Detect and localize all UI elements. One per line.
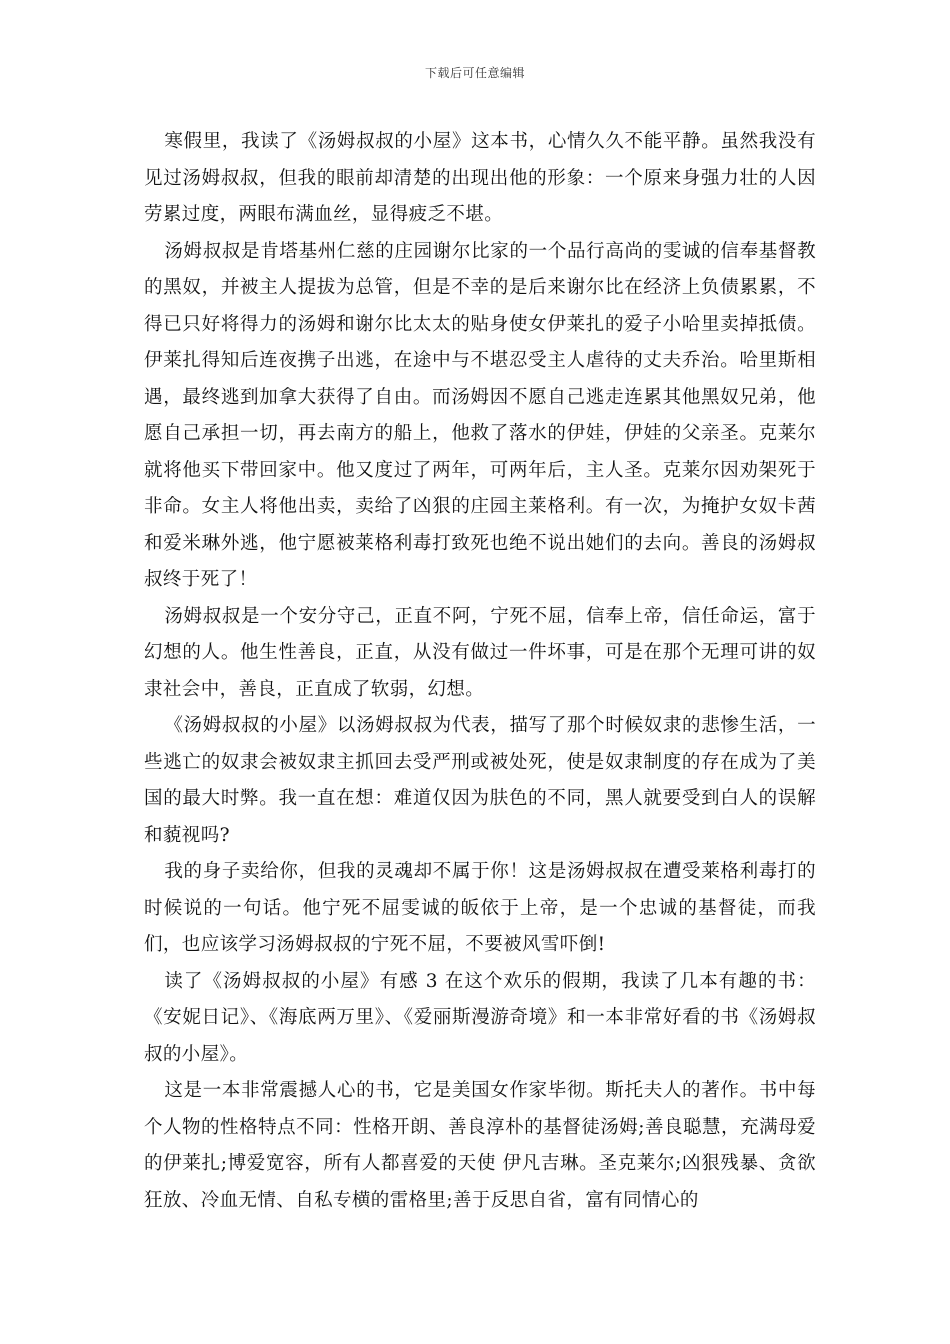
document-body [144,124,816,1219]
page-header: 下载后可任意编辑 [424,66,525,80]
paragraph-3: 汤姆叔叔是一个安分守己，正直不阿，宁死不屈，信奉上帝，信任命运，富于幻想的人。他生性善良，正直，从没有做过一件坏事，可是在那个无理可讲的奴隶社会中，善良，正直成了软弱，幻想。 [144,605,816,700]
paragraph-7: 这是一本非常震撼人心的书，它是美国女作家毕彻。斯托夫人的著作。书中每个人物的性格特点不同：性格开朗、善良淳朴的基督徒汤姆;善良聪慧，充满母爱的伊莱扎;博爱宽容，所有人都喜爱的天使 伊凡吉琳。圣克莱尔;凶狠残暴、贪欲狂放、冷血无情、自私专横的雷格里;善于反思自省，富有同情心的 [144,1080,816,1211]
paragraph-4: 《汤姆叔叔的小屋》以汤姆叔叔为代表，描写了那个时候奴隶的悲惨生活，一些逃亡的奴隶会被奴隶主抓回去受严刑或被处死，使是奴隶制度的存在成为了美国的最大时弊。我一直在想：难道仅因为肤色的不同，黑人就要受到白人的误解和藐视吗? [144,715,816,846]
paragraph-6: 读了《汤姆叔叔的小屋》有感 3 在这个欢乐的假期，我读了几本有趣的书：《安妮日记》、《海底两万里》、《爱丽斯漫游奇境》和一本非常好看的书《汤姆叔叔的小屋》。 [144,970,816,1065]
paragraph-1: 寒假里，我读了《汤姆叔叔的小屋》这本书，心情久久不能平静。虽然我没有见过汤姆叔叔，但我的眼前却清楚的出现出他的形象：一个原来身强力壮的人因劳累过度，两眼布满血丝，显得疲乏不堪。 [144,131,816,225]
paragraph-2: 汤姆叔叔是肯塔基州仁慈的庄园谢尔比家的一个品行高尚的雯诚的信奉基督教的黑奴，并被主人提拔为总管，但是不幸的是后来谢尔比在经济上负债累累，不得已只好将得力的汤姆和谢尔比太太的贴身使女伊莱扎的爱子小哈里卖掉抵债。伊莱扎得知后连夜携子出逃，在途中与不堪忍受主人虐待的丈夫乔治。哈里斯相遇，最终逃到加拿大获得了自由。而汤姆因不愿自己逃走连累其他黑奴兄弟，他愿自己承担一切，再去南方的船上，他救了落水的伊娃，伊娃的父亲圣。克莱尔就将他买下带回家中。他又度过了两年，可两年后，主人圣。克莱尔因劝架死于非命。女主人将他出卖，卖给了凶狠的庄园主莱格利。有一次，为掩护女奴卡茜和爱米琳外逃，他宁愿被莱格利毒打致死也绝不说出她们的去向。善良的汤姆叔叔终于死了！ [144,240,816,590]
paragraph-5: 我的身子卖给你，但我的灵魂却不属于你！这是汤姆叔叔在遭受莱格利毒打的时候说的一句话。他宁死不屈雯诚的皈依于上帝，是一个忠诚的基督徒，而我们，也应该学习汤姆叔叔的宁死不屈，不要被风雪吓倒! [144,861,816,955]
